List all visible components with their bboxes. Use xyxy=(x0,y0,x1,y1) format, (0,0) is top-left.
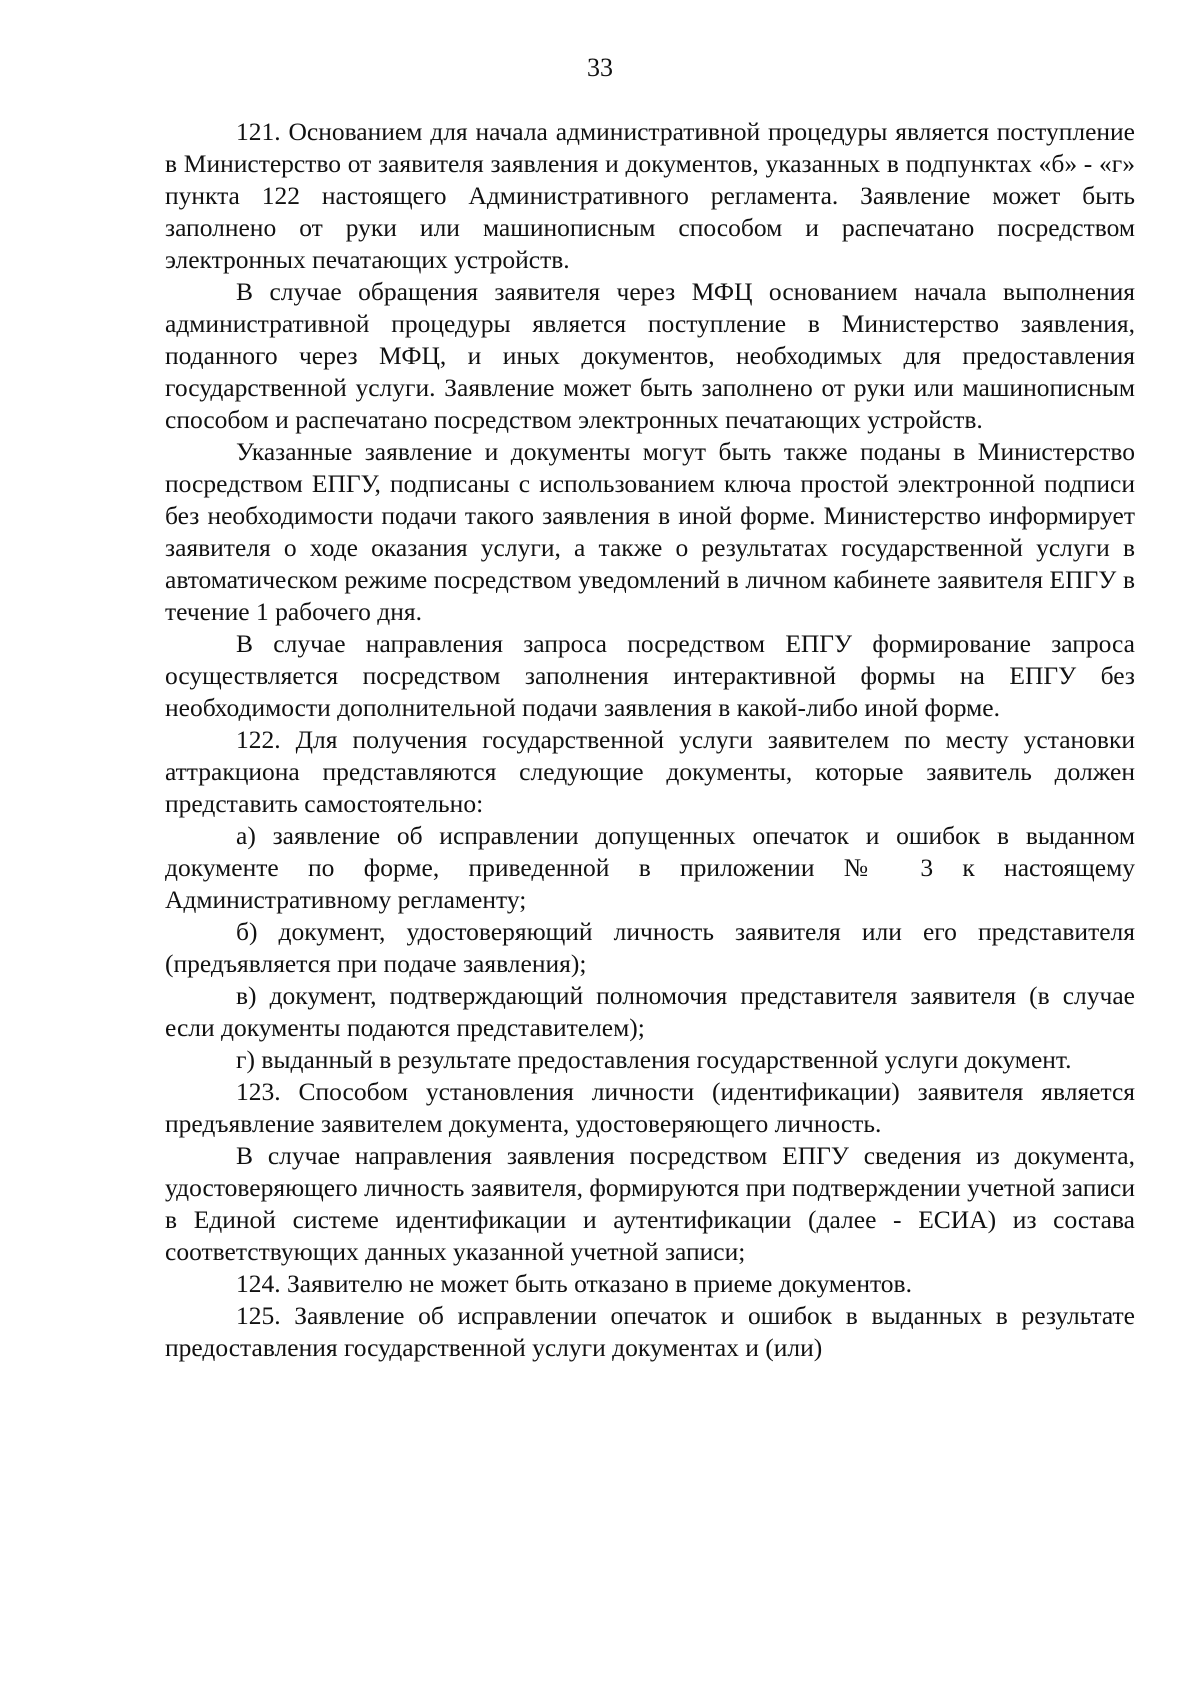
list-item-v: в) документ, подтверждающий полномочия представителя заявителя (в случае если документы подаются представителем); xyxy=(165,981,1135,1042)
paragraph-epgu-submission: Указанные заявление и документы могут быть также поданы в Министерство посредством ЕПГУ, подписаны с использованием ключа простой электронной подписи без необходимости подачи такого заявления в иной форме. Министерство информирует заявителя о ходе оказания услуги, а также о результатах государственной услуги в автоматическом режиме посредством уведомлений в личном кабинете заявителя ЕПГУ в течение 1 рабочего дня. xyxy=(165,437,1135,626)
list-item-b: б) документ, удостоверяющий личность заявителя или его представителя (предъявляется при подаче заявления); xyxy=(165,917,1135,978)
paragraph-124: 124. Заявителю не может быть отказано в приеме документов. xyxy=(236,1269,912,1298)
paragraph-121: 121. Основанием для начала административной процедуры является поступление в Министерство от заявителя заявления и документов, указанных в подпунктах «б» - «г» пункта 122 настоящего Административного регламента. Заявление может быть заполнено от руки или машинописным способом и распечатано посредством электронных печатающих устройств. xyxy=(165,117,1135,274)
paragraph-epgu-request: В случае направления запроса посредством ЕПГУ формирование запроса осуществляется посредством заполнения интерактивной формы на ЕПГУ без необходимости дополнительной подачи заявления в какой-либо иной форме. xyxy=(165,629,1135,722)
paragraph-122: 122. Для получения государственной услуги заявителем по месту установки аттракциона представляются следующие документы, которые заявитель должен представить самостоятельно: xyxy=(165,725,1135,818)
list-item-g: г) выданный в результате предоставления государственной услуги документ. xyxy=(236,1045,1072,1074)
paragraph-mfc-submission: В случае обращения заявителя через МФЦ основанием начала выполнения административной процедуры является поступление в Министерство заявления, поданного через МФЦ, и иных документов, необходимых для предоставления государственной услуги. Заявление может быть заполнено от руки или машинописным способом и распечатано посредством электронных печатающих устройств. xyxy=(165,277,1135,434)
list-item-a: а) заявление об исправлении допущенных опечаток и ошибок в выданном документе по форме, приведенной в приложении № 3 к настоящему Административному регламенту; xyxy=(165,821,1135,914)
document-body xyxy=(165,116,1135,1364)
paragraph-esia: В случае направления заявления посредством ЕПГУ сведения из документа, удостоверяющего личность заявителя, формируются при подтверждении учетной записи в Единой системе идентификации и аутентификации (далее - ЕСИА) из состава соответствующих данных указанной учетной записи; xyxy=(165,1141,1135,1266)
page-number: 33 xyxy=(587,53,613,82)
paragraph-125: 125. Заявление об исправлении опечаток и ошибок в выданных в результате предоставления государственной услуги документах и (или) xyxy=(165,1301,1135,1362)
paragraph-123: 123. Способом установления личности (идентификации) заявителя является предъявление заявителем документа, удостоверяющего личность. xyxy=(165,1077,1135,1138)
